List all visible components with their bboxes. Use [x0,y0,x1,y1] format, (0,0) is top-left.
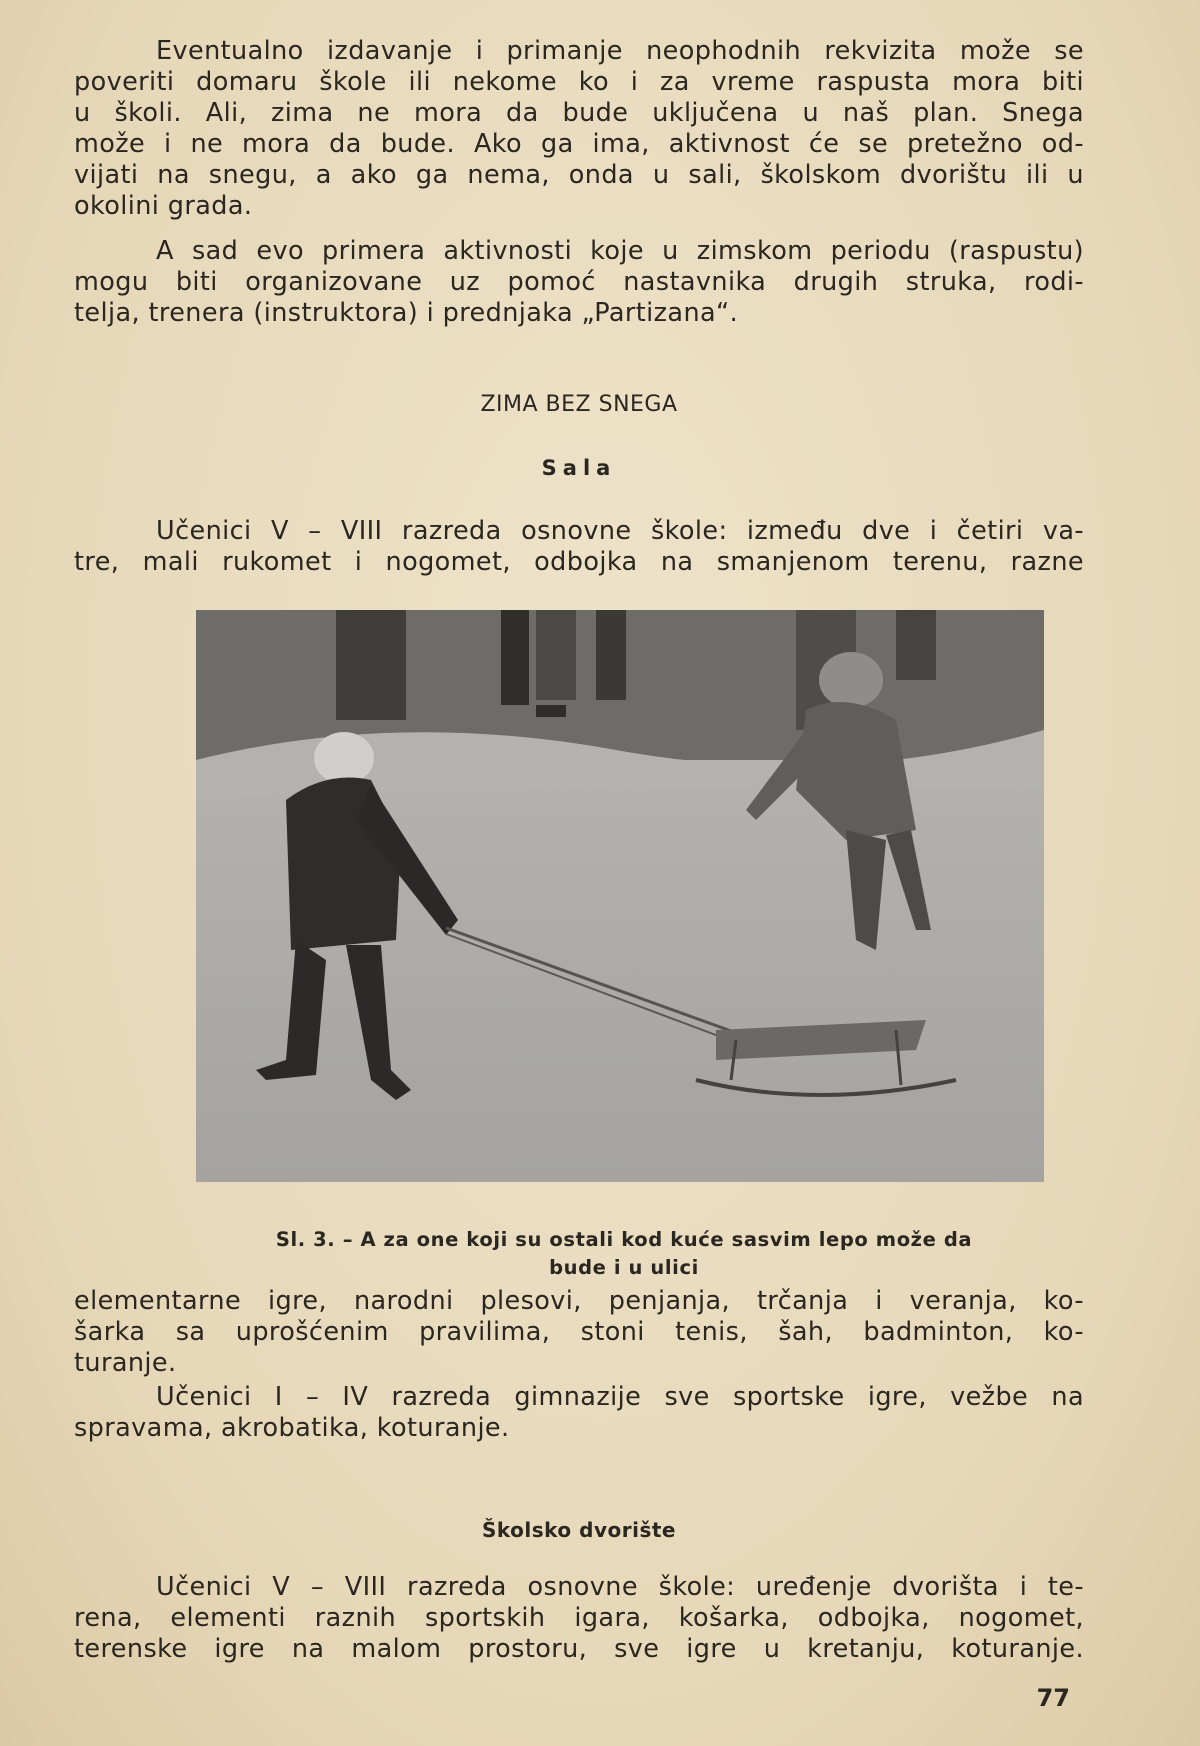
subsection-title-sala: Sala [541,456,617,480]
text-line: elementarne igre, narodni plesovi, penjanja, trčanja i veranja, ko- [74,1286,1084,1316]
photo-illustration [196,610,1044,1182]
text-line: rena, elementi raznih sportskih igara, košarka, odbojka, nogomet, [74,1603,1084,1633]
text-line: turanje. [74,1348,177,1378]
sala-paragraph-continued [74,1286,1084,1379]
text-line: Učenici I – IV razreda gimnazije sve sportske igre, vežbe na [156,1382,1084,1412]
text-line: vijati na snegu, a ako ga nema, onda u sali, školskom dvorištu ili u [74,160,1084,190]
text-line: okolini grada. [74,191,253,221]
caption-line: Sl. 3. – A za one koji su ostali kod kuće sasvim lepo može da [275,1228,973,1251]
text-line: A sad evo primera aktivnosti koje u zimskom periodu (raspustu) [156,236,1084,266]
text-line: Učenici V – VIII razreda osnovne škole: između dve i četiri va- [156,516,1084,546]
photo-children-sledding [196,610,1044,1182]
text-line: telja, trenera (instruktora) i prednjaka „Partizana“. [74,298,739,328]
subsection-title-dvoriste: Školsko dvorište [482,1518,676,1542]
text-line: Eventualno izdavanje i primanje neophodnih rekvizita može se [156,36,1084,66]
intro-paragraph-2 [74,236,1084,329]
text-line: poveriti domaru škole ili nekome ko i za vreme raspusta mora biti [74,67,1084,97]
sala-paragraph [74,516,1084,578]
text-line: mogu biti organizovane uz pomoć nastavnika drugih struka, rodi- [74,267,1084,297]
section-title: ZIMA BEZ SNEGA [480,392,678,417]
book-page [74,36,1084,1726]
text-line: tre, mali rukomet i nogomet, odbojka na smanjenom terenu, razne [74,547,1084,577]
dvoriste-paragraph [74,1572,1084,1665]
gimnazija-paragraph [74,1382,1084,1444]
text-line: spravama, akrobatika, koturanje. [74,1413,510,1443]
page-number: 77 [1036,1684,1070,1712]
caption-line: bude i u ulici [549,1256,699,1279]
text-line: u školi. Ali, zima ne mora da bude uključena u naš plan. Snega [74,98,1084,128]
text-line: može i ne mora da bude. Ako ga ima, aktivnost će se pretežno od- [74,129,1084,159]
text-line: Učenici V – VIII razreda osnovne škole: uređenje dvorišta i te- [156,1572,1084,1602]
intro-paragraph [74,36,1084,222]
figure-caption [194,1226,1054,1282]
text-line: terenske igre na malom prostoru, sve igre u kretanju, koturanje. [74,1634,1084,1664]
text-line: šarka sa uprošćenim pravilima, stoni tenis, šah, badminton, ko- [74,1317,1084,1347]
